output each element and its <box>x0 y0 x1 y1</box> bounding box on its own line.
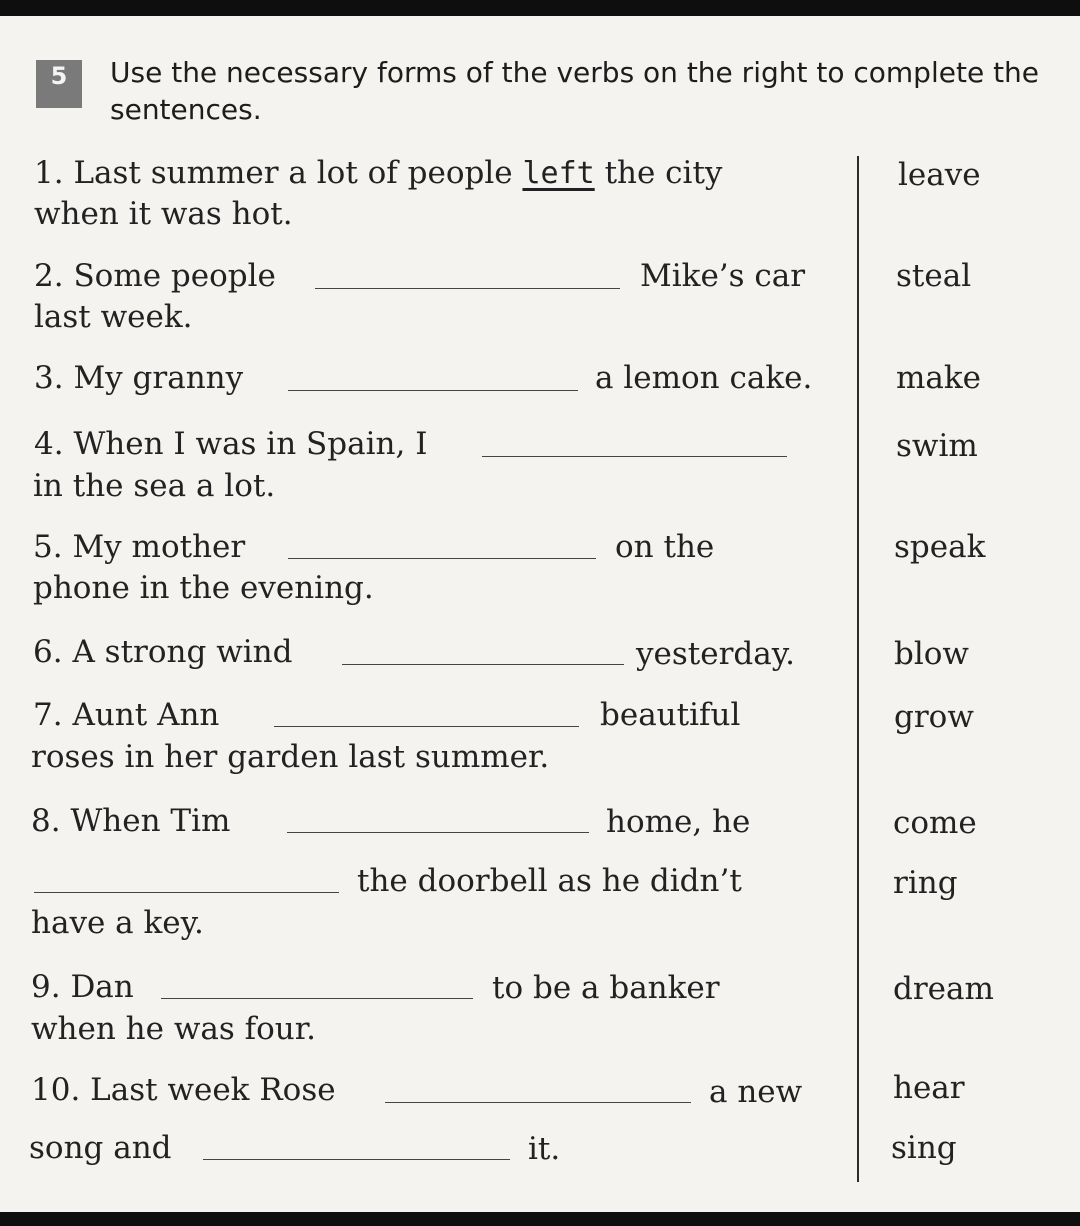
verb-speak: speak <box>894 529 986 565</box>
verb-blow: blow <box>894 636 969 672</box>
sentence-1-line-2: when it was hot. <box>34 196 293 232</box>
sentence-8-after: home, he <box>606 804 751 840</box>
sentence-9-line-2: when he was four. <box>31 1011 316 1047</box>
sentence-3-number: 3. <box>34 360 64 396</box>
sentence-6-number: 6. <box>33 634 63 670</box>
sentence-6-before: A strong wind <box>72 634 293 670</box>
verb-grow: grow <box>894 699 974 735</box>
sentence-7-before: Aunt Ann <box>72 697 220 733</box>
sentence-4-number: 4. <box>34 426 64 462</box>
sentence-8-number: 8. <box>31 803 61 839</box>
answer-blank-10b[interactable] <box>203 1159 510 1160</box>
column-divider <box>857 156 859 1182</box>
sentence-9-after: to be a banker <box>492 970 720 1006</box>
sentence-10-before: Last week Rose <box>90 1072 336 1108</box>
sentence-1-line-1: 1. Last summer a lot of people left the city <box>34 155 723 191</box>
verb-leave: leave <box>898 157 981 193</box>
sentence-10-after: a new <box>709 1074 803 1110</box>
sentence-10-line-2-after: it. <box>528 1131 561 1167</box>
answer-blank-7[interactable] <box>274 726 579 727</box>
sentence-4-before: When I was in Spain, I <box>73 426 428 462</box>
verb-come: come <box>893 805 977 841</box>
sentence-1-answer: left <box>522 156 595 191</box>
sentence-7-after: beautiful <box>600 697 741 733</box>
sentence-5-after: on the <box>615 529 715 565</box>
sentence-6-after: yesterday. <box>636 636 795 672</box>
verb-make: make <box>896 360 982 396</box>
verb-sing: sing <box>891 1130 957 1166</box>
answer-blank-6[interactable] <box>342 664 624 665</box>
answer-blank-2[interactable] <box>315 288 620 289</box>
sentence-5-line-2: phone in the evening. <box>33 570 374 606</box>
exercise-instruction: Use the necessary forms of the verbs on the right to complete the sentences. <box>110 56 1040 126</box>
sentence-7-number: 7. <box>33 697 63 733</box>
sentence-5-before: My mother <box>72 529 246 565</box>
sentence-2-number: 2. <box>34 258 64 294</box>
worksheet-page <box>0 16 1080 1212</box>
exercise-number-badge: 5 <box>36 60 82 108</box>
sentence-3-before: My granny <box>73 360 244 396</box>
answer-blank-4[interactable] <box>482 456 787 457</box>
sentence-4-line-2: in the sea a lot. <box>33 468 276 504</box>
sentence-7-line-2: roses in her garden last summer. <box>31 739 550 775</box>
sentence-8-line-2: the doorbell as he didn’t <box>357 863 742 899</box>
answer-blank-9[interactable] <box>161 998 473 999</box>
answer-blank-8a[interactable] <box>287 832 589 833</box>
verb-hear: hear <box>893 1070 965 1106</box>
sentence-8-line-3: have a key. <box>31 905 204 941</box>
sentence-2-line-2: last week. <box>34 299 193 335</box>
sentence-10-line-2-before: song and <box>29 1130 172 1166</box>
answer-blank-10a[interactable] <box>385 1102 691 1103</box>
answer-blank-3[interactable] <box>288 390 578 391</box>
sentence-9-before: Dan <box>70 969 134 1005</box>
answer-blank-8b[interactable] <box>34 892 339 893</box>
sentence-2-after: Mike’s car <box>640 258 806 294</box>
sentence-8-before: When Tim <box>70 803 231 839</box>
verb-dream: dream <box>893 971 994 1007</box>
verb-ring: ring <box>893 865 958 901</box>
sentence-2-before: Some people <box>73 258 276 294</box>
answer-blank-5[interactable] <box>288 558 596 559</box>
sentence-9-number: 9. <box>31 969 61 1005</box>
sentence-3-after: a lemon cake. <box>595 360 813 396</box>
sentence-5-number: 5. <box>33 529 63 565</box>
verb-steal: steal <box>896 258 972 294</box>
sentence-10-number: 10. <box>31 1072 81 1108</box>
verb-swim: swim <box>896 428 978 464</box>
